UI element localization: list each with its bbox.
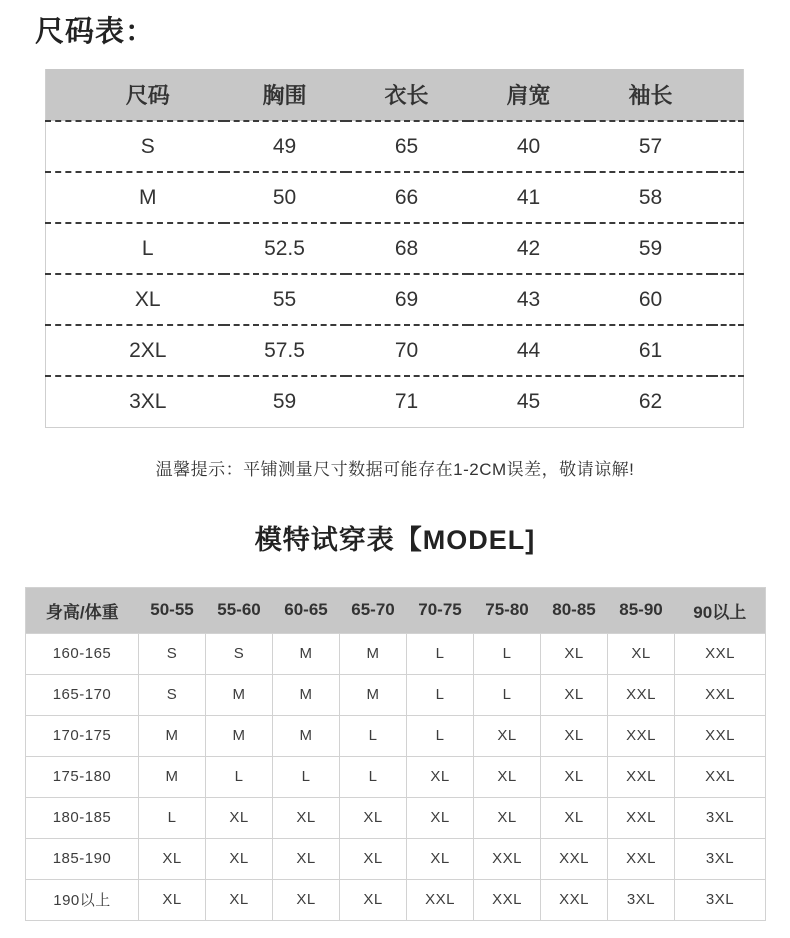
- table-cell: XL: [541, 674, 608, 715]
- table-row: [46, 121, 744, 172]
- table-cell: XL: [474, 715, 541, 756]
- column-header: 50-55: [139, 587, 206, 633]
- table-row: [46, 223, 744, 274]
- table-cell: 44: [468, 325, 590, 376]
- table-cell: 50: [224, 172, 346, 223]
- table-cell: XL: [139, 838, 206, 879]
- table-cell: XL: [541, 756, 608, 797]
- table-cell: XL: [474, 797, 541, 838]
- table-cell: XL: [541, 633, 608, 674]
- table-cell: XL: [273, 838, 340, 879]
- table-cell: M: [206, 674, 273, 715]
- table-cell: S: [46, 121, 224, 172]
- size-guide-page: [0, 9, 790, 938]
- table-row: [26, 633, 766, 674]
- table-cell: 59: [224, 376, 346, 427]
- measurement-tolerance-note: 温馨提示：平铺测量尺寸数据可能存在1-2CM误差，敬请谅解!: [155, 459, 635, 479]
- table-cell: XL: [139, 879, 206, 920]
- table-cell: L: [139, 797, 206, 838]
- header-row: [46, 69, 744, 121]
- table-cell: 69: [346, 274, 468, 325]
- table-cell: XL: [206, 797, 273, 838]
- column-header: 85-90: [608, 587, 675, 633]
- filler-cell: [712, 325, 744, 376]
- column-header: 80-85: [541, 587, 608, 633]
- table-row: [46, 376, 744, 427]
- table-cell: M: [139, 715, 206, 756]
- table-cell: 185-190: [26, 838, 139, 879]
- table-cell: XXL: [608, 838, 675, 879]
- table-cell: 40: [468, 121, 590, 172]
- table-cell: L: [407, 715, 474, 756]
- table-cell: M: [273, 715, 340, 756]
- table-cell: XL: [273, 797, 340, 838]
- table-cell: XXL: [407, 879, 474, 920]
- table-cell: 3XL: [675, 797, 766, 838]
- filler-cell: [712, 121, 744, 172]
- table-row: [26, 674, 766, 715]
- table-cell: 45: [468, 376, 590, 427]
- table-cell: 71: [346, 376, 468, 427]
- table-cell: 55: [224, 274, 346, 325]
- table-cell: XXL: [675, 633, 766, 674]
- table-row: [26, 756, 766, 797]
- table-cell: 70: [346, 325, 468, 376]
- column-header: 衣长: [346, 69, 468, 121]
- table-cell: XL: [541, 715, 608, 756]
- table-cell: L: [474, 674, 541, 715]
- table-cell: XL: [541, 797, 608, 838]
- table-cell: 65: [346, 121, 468, 172]
- table-cell: L: [206, 756, 273, 797]
- table-cell: 3XL: [675, 879, 766, 920]
- table-cell: XXL: [675, 715, 766, 756]
- table-cell: XL: [407, 756, 474, 797]
- table-cell: 160-165: [26, 633, 139, 674]
- table-cell: 58: [590, 172, 712, 223]
- table-cell: XXL: [675, 756, 766, 797]
- table-cell: 52.5: [224, 223, 346, 274]
- table-cell: M: [206, 715, 273, 756]
- column-header: 75-80: [474, 587, 541, 633]
- table-cell: L: [340, 715, 407, 756]
- model-fit-table-title: 模特试穿表【MODEL]: [254, 524, 536, 555]
- table-cell: 43: [468, 274, 590, 325]
- table-row: [46, 274, 744, 325]
- column-header: 70-75: [407, 587, 474, 633]
- table-cell: XL: [206, 838, 273, 879]
- table-cell: XXL: [675, 674, 766, 715]
- table-cell: XXL: [541, 838, 608, 879]
- table-cell: XL: [206, 879, 273, 920]
- table-cell: 165-170: [26, 674, 139, 715]
- column-header: 胸围: [224, 69, 346, 121]
- size-table: [45, 69, 744, 428]
- table-cell: XXL: [474, 879, 541, 920]
- table-cell: L: [340, 756, 407, 797]
- table-cell: XL: [340, 797, 407, 838]
- table-cell: S: [139, 633, 206, 674]
- table-cell: S: [206, 633, 273, 674]
- table-cell: XL: [340, 879, 407, 920]
- table-cell: 3XL: [675, 838, 766, 879]
- table-cell: XL: [46, 274, 224, 325]
- column-header: 袖长: [590, 69, 712, 121]
- table-cell: 62: [590, 376, 712, 427]
- table-cell: 59: [590, 223, 712, 274]
- table-cell: XL: [407, 838, 474, 879]
- table-row: [26, 797, 766, 838]
- filler-cell: [712, 69, 744, 121]
- table-cell: 3XL: [608, 879, 675, 920]
- size-chart-title: 尺码表：: [35, 16, 156, 48]
- table-cell: L: [474, 633, 541, 674]
- table-cell: 175-180: [26, 756, 139, 797]
- table-cell: M: [273, 633, 340, 674]
- table-cell: 60: [590, 274, 712, 325]
- table-cell: XXL: [608, 756, 675, 797]
- table-cell: 57.5: [224, 325, 346, 376]
- filler-cell: [712, 223, 744, 274]
- table-cell: XL: [608, 633, 675, 674]
- table-cell: M: [46, 172, 224, 223]
- table-cell: 68: [346, 223, 468, 274]
- table-cell: 2XL: [46, 325, 224, 376]
- table-cell: L: [407, 633, 474, 674]
- table-row: [46, 325, 744, 376]
- table-cell: XXL: [474, 838, 541, 879]
- table-cell: L: [273, 756, 340, 797]
- table-cell: M: [139, 756, 206, 797]
- table-cell: 170-175: [26, 715, 139, 756]
- table-cell: L: [407, 674, 474, 715]
- table-row: [26, 838, 766, 879]
- model-fit-table: [25, 587, 766, 921]
- table-cell: XXL: [608, 715, 675, 756]
- column-header: 身高/体重: [26, 587, 139, 633]
- column-header: 肩宽: [468, 69, 590, 121]
- column-header: 90以上: [675, 587, 766, 633]
- table-cell: XL: [340, 838, 407, 879]
- table-row: [26, 715, 766, 756]
- header-row: [26, 587, 766, 633]
- table-cell: M: [273, 674, 340, 715]
- table-cell: 49: [224, 121, 346, 172]
- table-cell: XL: [407, 797, 474, 838]
- table-cell: 57: [590, 121, 712, 172]
- table-cell: XXL: [541, 879, 608, 920]
- table-cell: 3XL: [46, 376, 224, 427]
- table-cell: 180-185: [26, 797, 139, 838]
- table-cell: XXL: [608, 674, 675, 715]
- table-cell: XL: [273, 879, 340, 920]
- table-cell: 61: [590, 325, 712, 376]
- column-header: 65-70: [340, 587, 407, 633]
- table-row: [26, 879, 766, 920]
- column-header: 尺码: [46, 69, 224, 121]
- table-cell: S: [139, 674, 206, 715]
- table-cell: XXL: [608, 797, 675, 838]
- filler-cell: [712, 274, 744, 325]
- filler-cell: [712, 376, 744, 427]
- table-cell: L: [46, 223, 224, 274]
- table-cell: XL: [474, 756, 541, 797]
- table-cell: 42: [468, 223, 590, 274]
- table-cell: M: [340, 633, 407, 674]
- table-cell: 41: [468, 172, 590, 223]
- table-cell: 190以上: [26, 879, 139, 920]
- table-row: [46, 172, 744, 223]
- table-cell: 66: [346, 172, 468, 223]
- table-cell: M: [340, 674, 407, 715]
- column-header: 55-60: [206, 587, 273, 633]
- column-header: 60-65: [273, 587, 340, 633]
- filler-cell: [712, 172, 744, 223]
